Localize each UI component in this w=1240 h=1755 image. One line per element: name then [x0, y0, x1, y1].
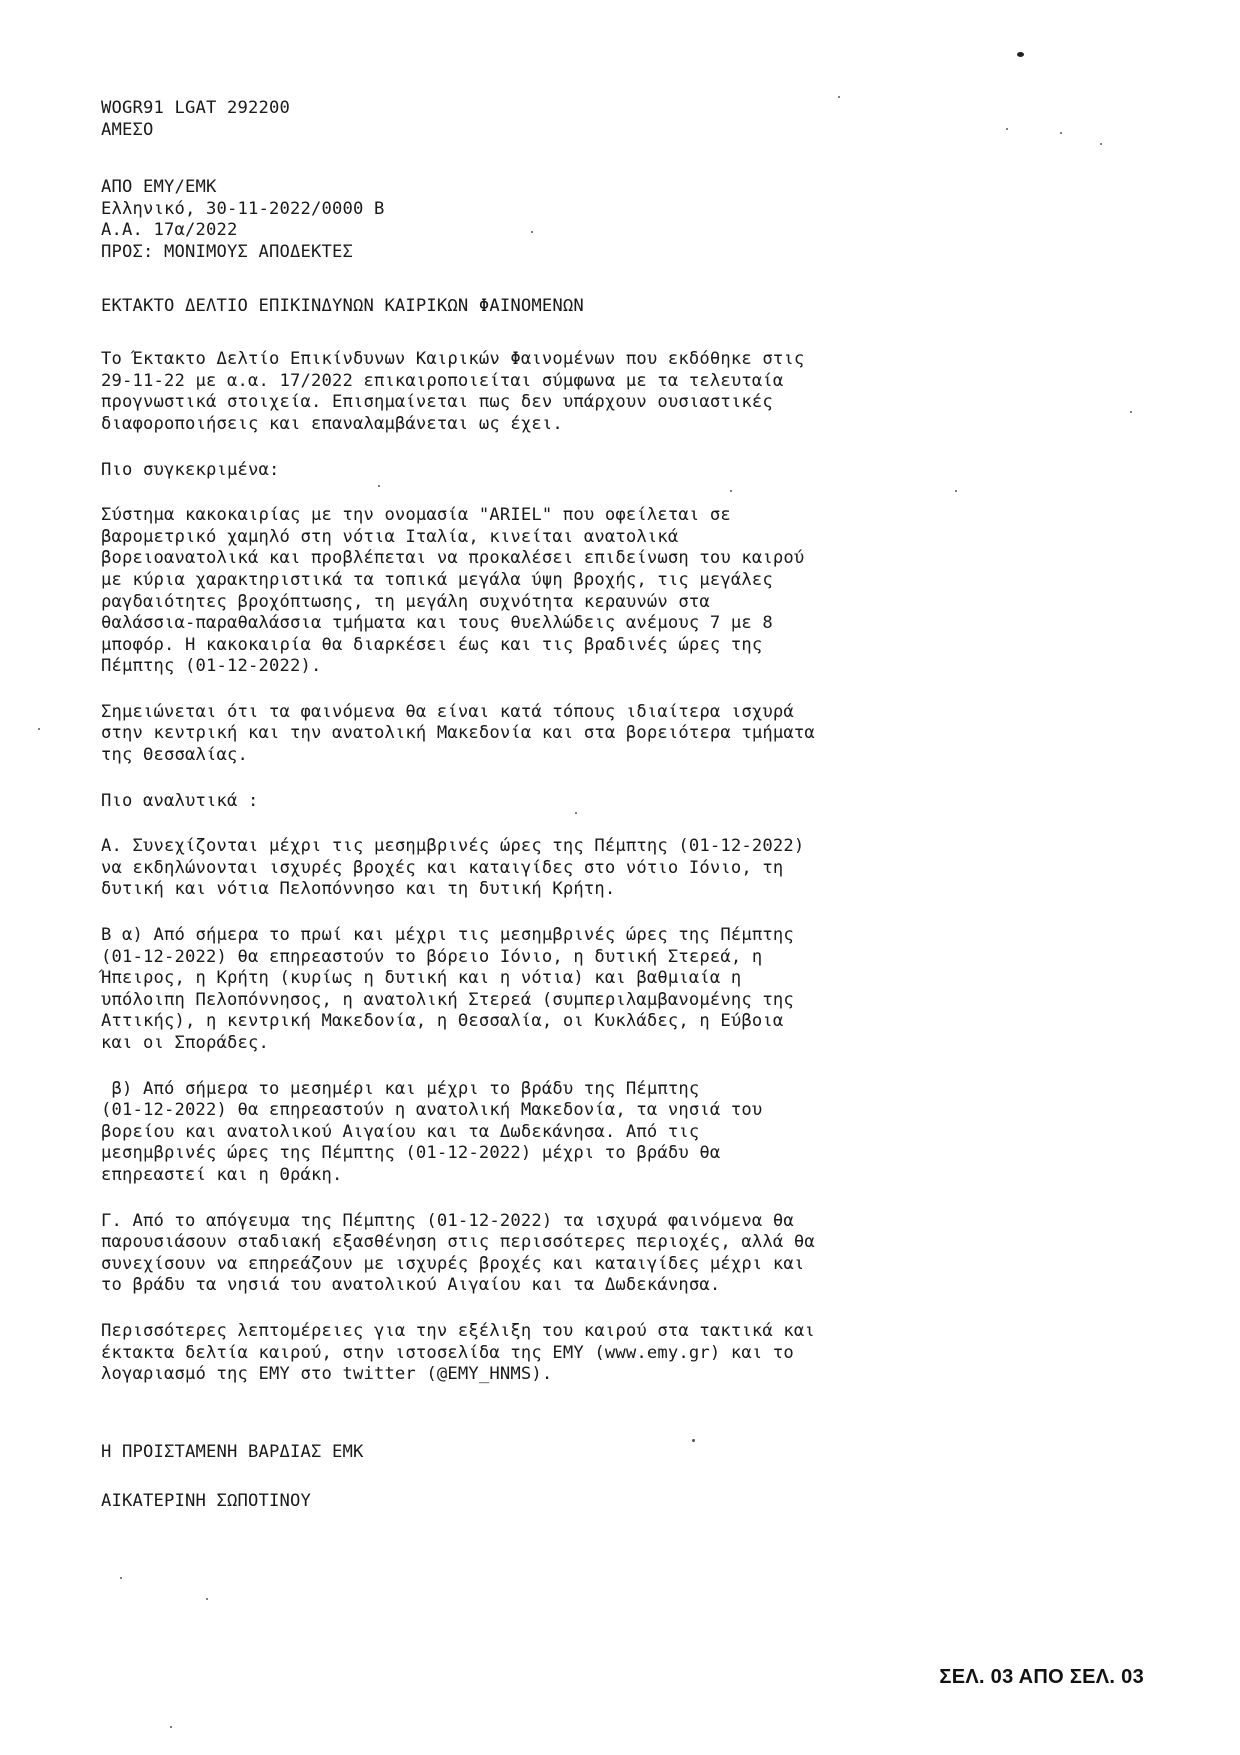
bulletin-title: ΕΚΤΑΚΤΟ ΔΕΛΤΙΟ ΕΠΙΚΙΝΔΥΝΩΝ ΚΑΙΡΙΚΩΝ ΦΑΙΝΟΜΕΝΩΝ	[101, 295, 584, 316]
scan-speck	[1100, 143, 1102, 145]
text-line: βορειοανατολικά και προβλέπεται να προκαλέσει επιδείνωση του καιρού	[101, 548, 805, 569]
scan-speck	[692, 1439, 695, 1442]
text-line: στην κεντρική και την ανατολική Μακεδονία και στα βορειότερα τμήματα	[101, 723, 815, 744]
text-line: Β α) Από σήμερα το πρωί και μέχρι τις μεσημβρινές ώρες της Πέμπτης	[101, 925, 794, 946]
paragraph-b-beta	[101, 1079, 1101, 1187]
text-line: προγνωστικά στοιχεία. Επισημαίνεται πως δεν υπάρχουν ουσιαστικές	[101, 392, 773, 413]
paragraph-g	[101, 1211, 1101, 1297]
text-line: με κύρια χαρακτηριστικά τα τοπικά μεγάλα ύψη βροχής, τις μεγάλες	[101, 569, 773, 590]
scan-speck	[531, 231, 533, 233]
text-line: το βράδυ τα νησιά του ανατολικού Αιγαίου και τα Δωδεκάνησα.	[101, 1275, 721, 1296]
text-line: συνεχίσουν να επηρεάζουν με ισχυρές βροχές και καταιγίδες μέχρι και	[101, 1253, 805, 1274]
scan-speck	[1130, 411, 1132, 413]
text-line: θαλάσσια-παραθαλάσσια τμήματα και τους θυελλώδεις ανέμους 7 με 8	[101, 613, 773, 634]
page-number: ΣΕΛ. 03 ΑΠΟ ΣΕΛ. 03	[939, 1666, 1144, 1688]
note-paragraph	[101, 702, 1101, 767]
scan-speck	[1017, 52, 1024, 57]
signature-role: Η ΠΡΟΙΣΤΑΜΕΝΗ ΒΑΡΔΙΑΣ ΕΜΚ	[101, 1441, 364, 1462]
text-line: επηρεαστεί και η Θράκη.	[101, 1164, 343, 1185]
text-line: (01-12-2022) θα επηρεαστούν το βόρειο Ιόνιο, η δυτική Στερεά, η	[101, 946, 763, 967]
text-line: διαφοροποιήσεις και επαναλαμβάνεται ως έχει.	[101, 413, 563, 434]
sender: ΑΠΟ ΕΜΥ/ΕΜΚ	[101, 177, 217, 198]
scan-speck	[1060, 132, 1062, 134]
scan-speck	[206, 1598, 208, 1600]
text-line: Σημειώνεται ότι τα φαινόμενα θα είναι κατά τόπους ιδιαίτερα ισχυρά	[101, 701, 794, 722]
detail-heading: Πιο αναλυτικά :	[101, 790, 259, 811]
scan-speck	[575, 812, 577, 814]
recipients: ΠΡΟΣ: ΜΟΝΙΜΟΥΣ ΑΠΟΔΕΚΤΕΣ	[101, 241, 353, 262]
paragraph-b-alpha	[101, 925, 1101, 1055]
intro-paragraph	[101, 349, 1101, 435]
text-line: και οι Σποράδες.	[101, 1033, 269, 1053]
reference-number: Α.Α. 17α/2022	[101, 220, 238, 241]
text-line: Α. Συνεχίζονται μέχρι τις μεσημβρινές ώρες της Πέμπτης (01-12-2022)	[101, 836, 805, 857]
text-line: λογαριασμό της ΕΜΥ στο twitter (@EMY_HNMS).	[101, 1364, 553, 1385]
text-line: Σύστημα κακοκαιρίας με την ονομασία "ARIEL" που οφείλεται σε	[101, 505, 731, 526]
text-line: μεσημβρινές ώρες της Πέμπτης (01-12-2022) μέχρι το βράδυ θα	[101, 1143, 721, 1164]
text-line: Γ. Από το απόγευμα της Πέμπτης (01-12-2022) τα ισχυρά φαινόμενα θα	[101, 1210, 794, 1231]
text-line: Το Έκτακτο Δελτίο Επικίνδυνων Καιρικών Φαινομένων που εκδόθηκε στις	[101, 349, 805, 370]
scan-speck	[378, 485, 380, 487]
text-line: Αττικής), η κεντρική Μακεδονία, η Θεσσαλία, οι Κυκλάδες, η Εύβοια	[101, 1011, 784, 1032]
text-line: 29-11-22 με α.α. 17/2022 επικαιροποιείται σύμφωνα με τα τελευταία	[101, 370, 784, 391]
text-line: έκτακτα δελτία καιρού, στην ιστοσελίδα της ΕΜΥ (www.emy.gr) και το	[101, 1342, 794, 1363]
more-info-paragraph	[101, 1321, 1101, 1386]
text-line: Ήπειρος, η Κρήτη (κυρίως η δυτική και η νότια) και βαθμιαία η	[101, 968, 742, 989]
text-line: Περισσότερες λεπτομέρειες για την εξέλιξη του καιρού στα τακτικά και	[101, 1320, 815, 1341]
text-line: μποφόρ. Η κακοκαιρία θα διαρκέσει έως και τις βραδινές ώρες της	[101, 634, 763, 655]
priority-label: ΑΜΕΣΟ	[101, 119, 154, 140]
text-line: Πέμπτης (01-12-2022).	[101, 656, 322, 677]
text-line: παρουσιάσουν σταδιακή εξασθένηση στις περισσότερες περιοχές, αλλά θα	[101, 1232, 815, 1253]
text-line: υπόλοιπη Πελοπόννησος, η ανατολική Στερεά (συμπεριλαμβανομένης της	[101, 989, 794, 1010]
text-line: (01-12-2022) θα επηρεαστούν η ανατολική Μακεδονία, τα νησιά του	[101, 1100, 763, 1121]
scan-speck	[955, 490, 957, 492]
scan-speck	[38, 728, 40, 730]
signature-name: ΑΙΚΑΤΕΡΙΝΗ ΣΩΠΟΤΙΝΟΥ	[101, 1491, 311, 1512]
message-code: WOGR91 LGAT 292200	[101, 98, 290, 118]
text-line: να εκδηλώνονται ισχυρές βροχές και καταιγίδες στο νότιο Ιόνιο, τη	[101, 857, 784, 878]
system-paragraph	[101, 505, 1101, 678]
text-line: β) Από σήμερα το μεσημέρι και μέχρι το βράδυ της Πέμπτης	[101, 1078, 700, 1099]
place-date: Ελληνικό, 30-11-2022/0000 Β	[101, 198, 385, 219]
text-line: βαρομετρικό χαμηλό στη νότια Ιταλία, κινείται ανατολικά	[101, 526, 679, 547]
text-line: βορείου και ανατολικού Αιγαίου και τα Δωδεκάνησα. Από τις	[101, 1121, 700, 1142]
bulletin-document	[101, 98, 1101, 1513]
scan-speck	[1006, 128, 1008, 130]
text-line: δυτική και νότια Πελοπόννησο και τη δυτική Κρήτη.	[101, 879, 616, 900]
specific-heading: Πιο συγκεκριμένα:	[101, 459, 280, 480]
text-line: ραγδαιότητες βροχόπτωσης, τη μεγάλη συχνότητα κεραυνών στα	[101, 591, 710, 612]
paragraph-a	[101, 836, 1101, 901]
meta-block	[101, 177, 1101, 263]
scan-speck	[838, 96, 840, 98]
scan-speck	[730, 490, 732, 492]
scan-speck	[120, 1577, 122, 1579]
scan-speck	[170, 1726, 172, 1728]
header-block	[101, 98, 1101, 141]
text-line: της Θεσσαλίας.	[101, 745, 248, 766]
